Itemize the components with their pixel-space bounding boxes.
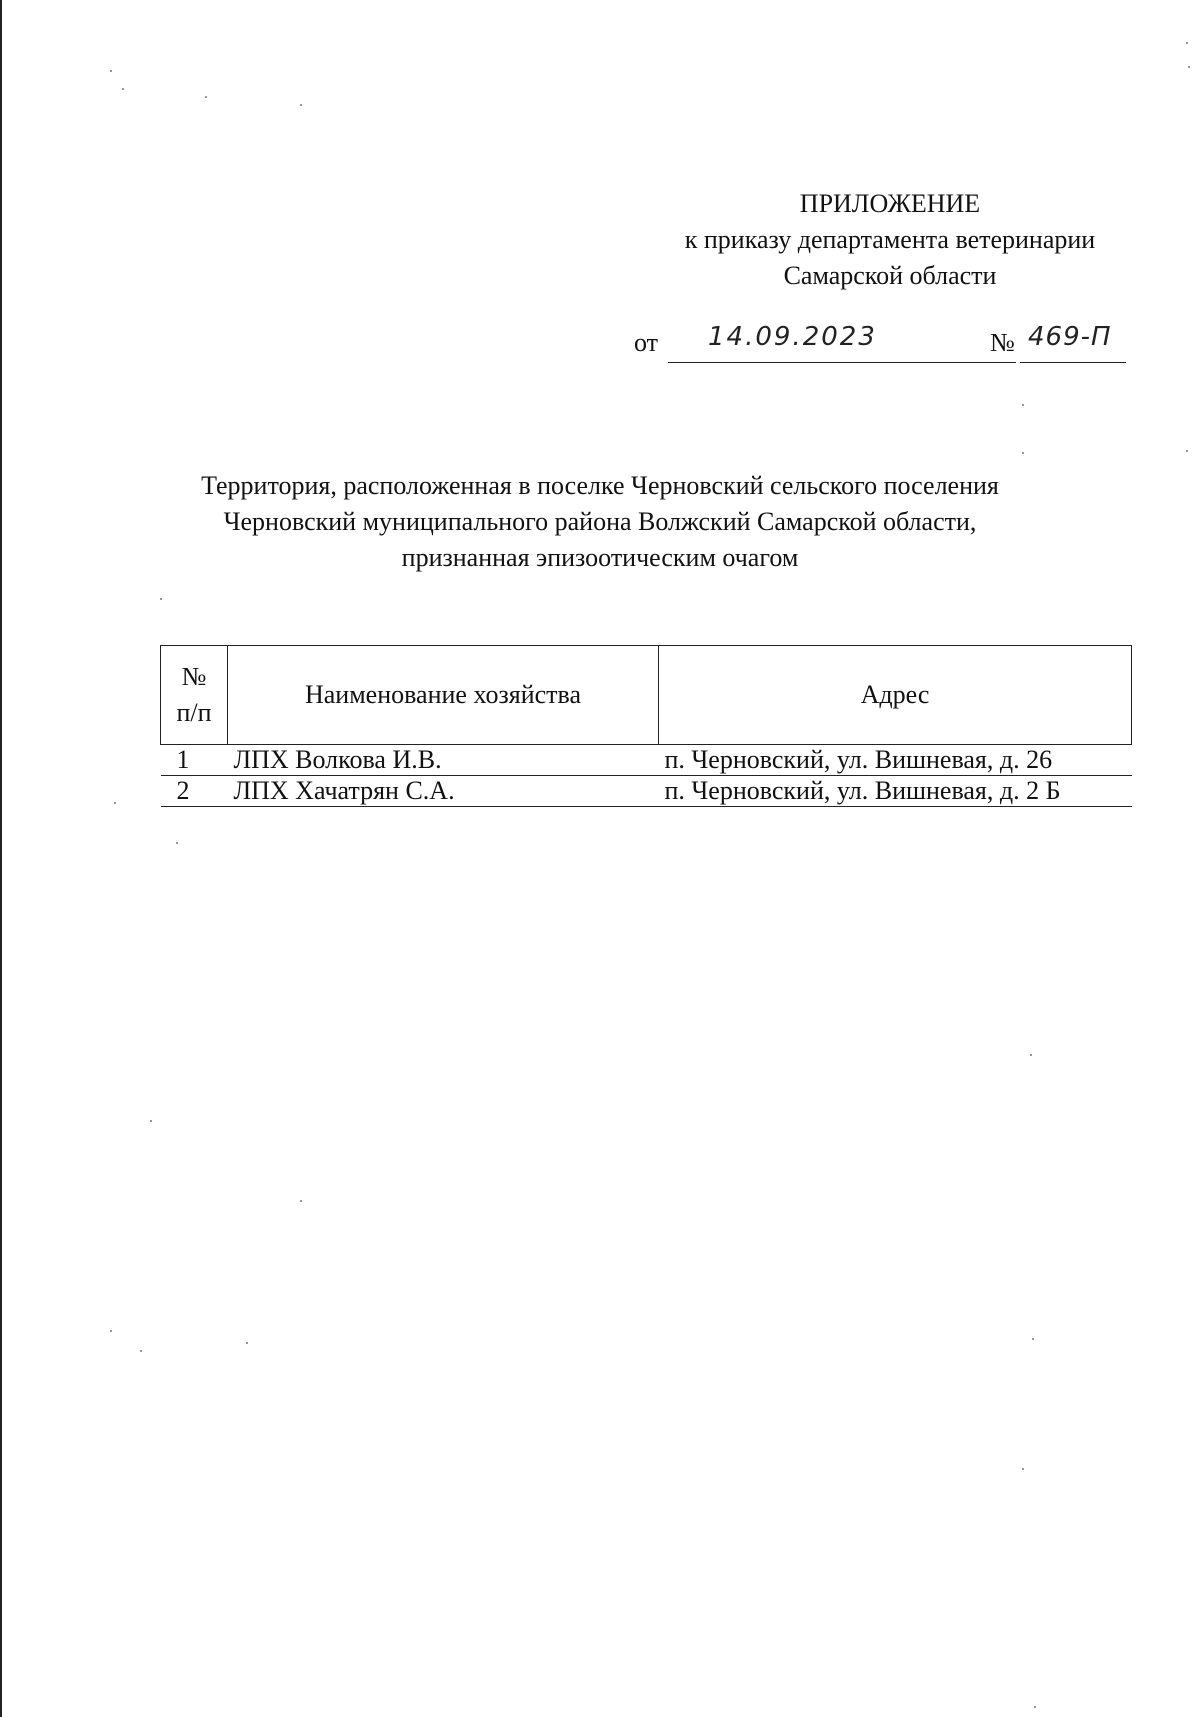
table-header-row	[161, 646, 1132, 745]
number-prefix: №	[990, 328, 1015, 357]
row-name: ЛПХ Хачатрян С.А.	[228, 776, 659, 807]
order-reference	[634, 322, 1126, 368]
row-num: 1	[161, 745, 228, 776]
annex-line-2: к приказу департамента ветеринарии	[684, 225, 1096, 254]
scan-speck	[176, 842, 178, 844]
scan-speck	[150, 1120, 152, 1122]
scan-speck	[1022, 452, 1024, 454]
scan-speck	[110, 70, 112, 72]
row-address: п. Черновский, ул. Вишневая, д. 2 Б	[659, 776, 1132, 807]
table-row	[161, 776, 1132, 807]
scan-speck	[1186, 450, 1188, 452]
header-num-line-1: №	[181, 662, 207, 691]
table-row	[161, 745, 1132, 776]
annex-line-3: Самарской области	[783, 261, 997, 290]
title-line-1: Территория, расположенная в поселке Черновский сельского поселения	[201, 471, 999, 500]
number-field	[1020, 322, 1126, 363]
scan-speck	[110, 1330, 112, 1332]
handwritten-date: 14.09.2023	[708, 322, 877, 352]
row-num: 2	[161, 776, 228, 807]
date-prefix: от	[634, 328, 659, 357]
scan-speck	[1022, 1468, 1024, 1470]
header-num	[161, 646, 228, 745]
scan-speck	[300, 1200, 302, 1202]
title-line-2: Черновский муниципального района Волжский Самарской области,	[223, 507, 977, 536]
scan-edge	[0, 0, 2, 1717]
scan-speck	[1032, 1338, 1034, 1340]
scan-speck	[140, 1350, 142, 1352]
scan-speck	[1030, 1054, 1032, 1056]
scan-speck	[1188, 66, 1190, 68]
scan-speck	[114, 802, 116, 804]
annex-header	[640, 186, 1140, 294]
scan-speck	[1034, 1706, 1036, 1708]
scan-speck	[160, 598, 162, 600]
header-num-line-2: п/п	[176, 698, 212, 727]
header-name: Наименование хозяйства	[228, 646, 659, 745]
scan-speck	[246, 1342, 248, 1344]
row-name: ЛПХ Волкова И.В.	[228, 745, 659, 776]
handwritten-number: 469-П	[1028, 322, 1112, 352]
farms-table	[160, 645, 1132, 807]
document-title	[150, 468, 1050, 576]
row-address: п. Черновский, ул. Вишневая, д. 26	[659, 745, 1132, 776]
annex-heading: ПРИЛОЖЕНИЕ	[799, 189, 981, 218]
header-address: Адрес	[659, 646, 1132, 745]
date-field	[668, 322, 1016, 363]
scan-speck	[205, 96, 207, 98]
scan-speck	[1186, 42, 1188, 44]
scan-speck	[1022, 404, 1024, 406]
scan-speck	[122, 88, 124, 90]
title-line-3: признанная эпизоотическим очагом	[401, 543, 799, 572]
scan-speck	[300, 104, 302, 106]
